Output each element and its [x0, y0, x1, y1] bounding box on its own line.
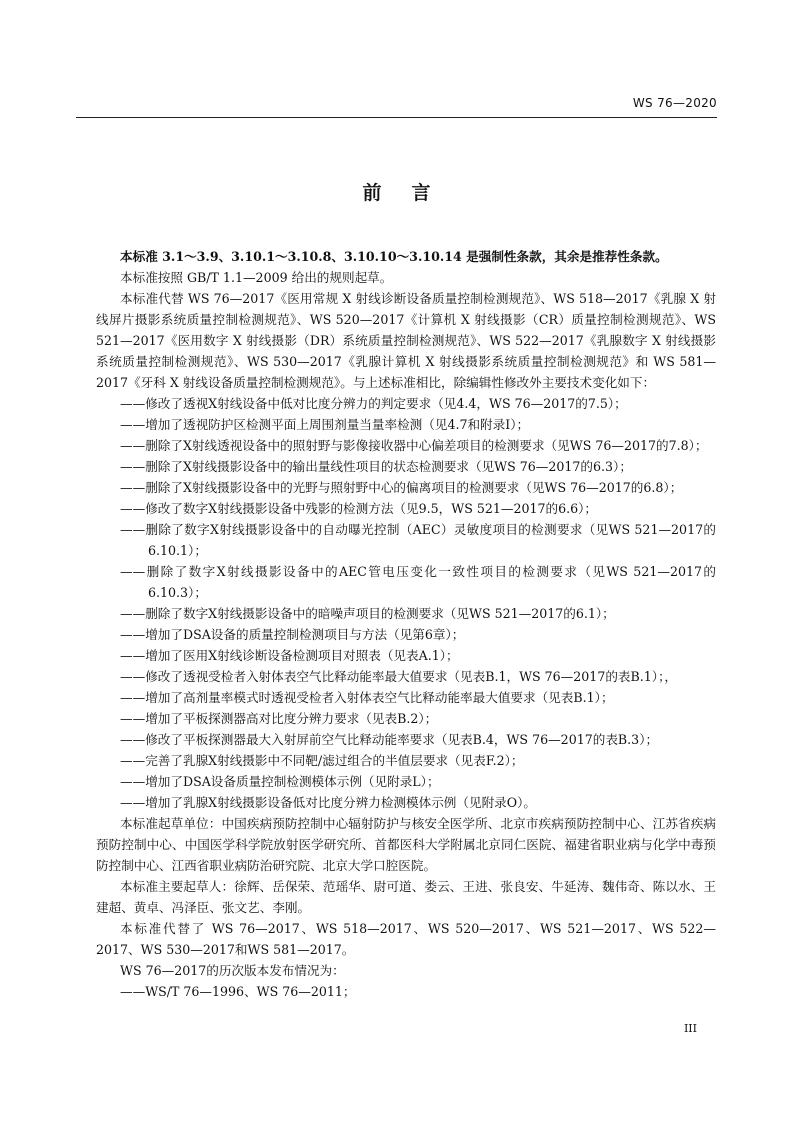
technical-changes-list	[96, 393, 716, 813]
change-item: ——增加了医用X射线诊断设备检测项目对照表（见表A.1）；	[120, 648, 459, 663]
document-code: WS 76—2020	[632, 96, 717, 110]
superseded-standards: 本标准代替了 WS 76—2017、WS 518—2017、WS 520—2017、WS 521—2017、WS 522—2017、WS 530—2017和WS 581—2017。	[96, 921, 716, 957]
change-item: ——增加了透视防护区检测平面上周围剂量当量率检测（见4.7和附录I）；	[120, 417, 530, 432]
change-item: ——修改了透视受检者入射体表空气比释动能率最大值要求（见表B.1，WS 76—2017的表B.1）；，	[120, 669, 677, 684]
replacement-statement: 本标准代替 WS 76—2017《医用常规 X 射线诊断设备质量控制检测规范》、WS 518—2017《乳腺 X 射线屏片摄影系统质量控制检测规范》、WS 520—2017《计算机 X 射线摄影（CR）质量控制检测规范》、WS 521—2017《医用数字 X 射线摄影（DR）系统质量控制检测规范》、WS 522—2017《乳腺数字 X 射线摄影系统质量控制检测规范》、WS 530—2017《乳腺计算机 X 射线摄影系统质量控制检测规范》和 WS 581—2017《牙科 X 射线设备质量控制检测规范》。与上述标准相比，除编辑性修改外主要技术变化如下：	[96, 291, 716, 390]
drafting-units: 本标准起草单位：中国疾病预防控制中心辐射防护与核安全医学所、北京市疾病预防控制中心、江苏省疾病预防控制中心、中国医学科学院放射医学研究所、首都医科大学附属北京同仁医院、福建省职业病与化学中毒预防控制中心、江西省职业病防治研究院、北京大学口腔医院。	[96, 816, 716, 873]
change-item: ——完善了乳腺X射线摄影中不同靶/滤过组合的半值层要求（见表F.2）；	[120, 753, 524, 768]
change-item: ——增加了高剂量率模式时透视受检者入射体表空气比释动能率最大值要求（见表B.1）；	[120, 690, 614, 705]
change-item: ——增加了DSA设备质量控制检测模体示例（见附录L）；	[120, 774, 440, 789]
version-history-intro: WS 76—2017的历次版本发布情况为：	[120, 963, 345, 978]
change-item: ——删除了X射线摄影设备中的输出量线性项目的状态检测要求（见WS 76—2017的6.3）；	[120, 459, 632, 474]
change-item: ——删除了X射线透视设备中的照射野与影像接收器中心偏差项目的检测要求（见WS 76—2017的7.8）；	[120, 438, 708, 453]
change-item: ——修改了数字X射线摄影设备中残影的检测方法（见9.5，WS 521—2017的6.6）；	[120, 501, 598, 516]
change-item: ——增加了DSA设备的质量控制检测项目与方法（见第6章）；	[120, 627, 465, 642]
change-item: ——删除了数字X射线摄影设备中的自动曝光控制（AEC）灵敏度项目的检测要求（见WS 521—2017的6.10.1）；	[120, 522, 716, 558]
main-drafters: 本标准主要起草人：徐辉、岳保荣、范瑶华、尉可道、娄云、王进、张良安、牛延涛、魏伟奇、陈以水、王建超、黄卓、冯泽臣、张文艺、李刚。	[96, 879, 716, 915]
change-item: ——删除了X射线摄影设备中的光野与照射野中心的偏离项目的检测要求（见WS 76—2017的6.8）；	[120, 480, 683, 495]
change-item: ——删除了数字X射线摄影设备中的暗噪声项目的检测要求（见WS 521—2017的6.1）；	[120, 606, 615, 621]
header-divider	[76, 117, 717, 118]
change-item: ——删除了数字X射线摄影设备中的AEC管电压变化一致性项目的检测要求（见WS 521—2017的6.10.3）；	[120, 564, 716, 600]
change-item: ——修改了透视X射线设备中低对比度分辨力的判定要求（见4.4，WS 76—2017的7.5）；	[120, 396, 627, 411]
change-item: ——增加了平板探测器高对比度分辨力要求（见表B.2）；	[120, 711, 438, 726]
mandatory-clause-statement: 本标准 3.1～3.9、3.10.1～3.10.8、3.10.10～3.10.14 是强制性条款，其余是推荐性条款。	[120, 249, 668, 264]
page-title: 前言	[362, 182, 461, 204]
version-history-item: ——WS/T 76—1996、WS 76—2011；	[120, 984, 356, 999]
preface-body	[96, 246, 716, 1002]
change-item: ——增加了乳腺X射线摄影设备低对比度分辨力检测模体示例（见附录O）。	[120, 795, 536, 810]
page-number: III	[683, 1022, 697, 1035]
drafting-rule-statement: 本标准按照 GB/T 1.1—2009 给出的规则起草。	[120, 270, 393, 285]
change-item: ——修改了平板探测器最大入射屏前空气比释动能率要求（见表B.4，WS 76—2017的表B.3）；	[120, 732, 659, 747]
